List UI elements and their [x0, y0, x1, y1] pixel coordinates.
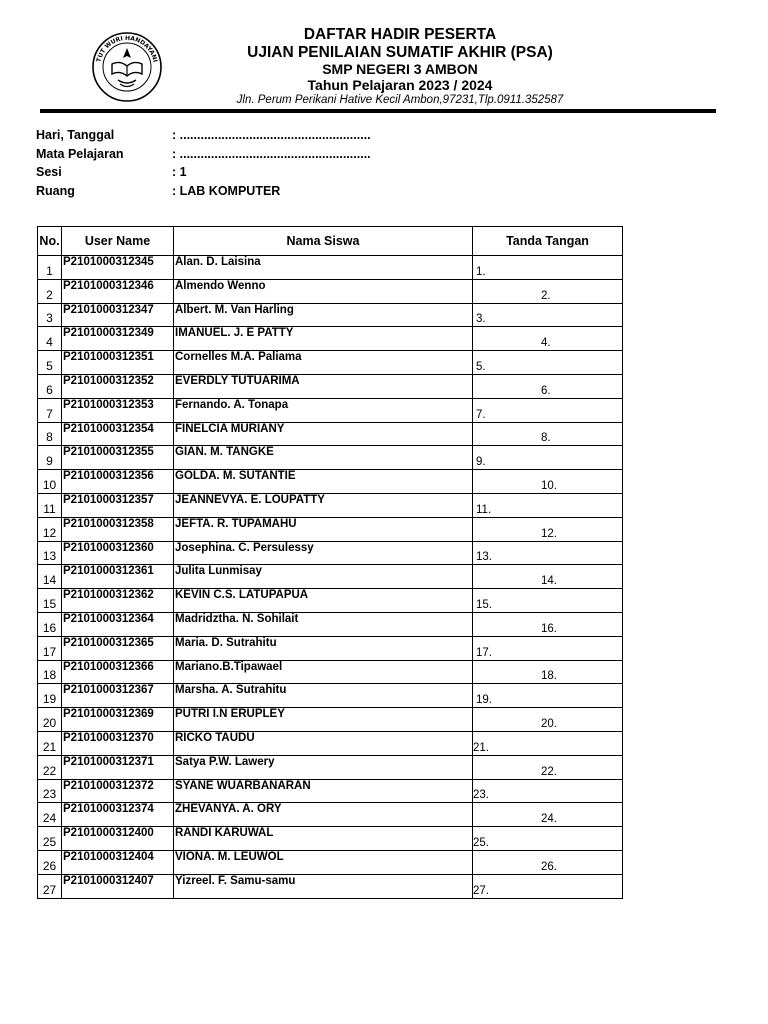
table-row	[38, 660, 623, 684]
info-row-session	[36, 165, 456, 184]
row-signature: 4.	[473, 327, 623, 351]
table-row	[38, 684, 623, 708]
row-username: P2101000312364	[62, 612, 174, 636]
row-number: 11	[38, 493, 62, 517]
row-signature: 22.	[473, 755, 623, 779]
table-row	[38, 303, 623, 327]
row-signature: 18.	[473, 660, 623, 684]
row-number: 19	[38, 684, 62, 708]
row-username: P2101000312356	[62, 470, 174, 494]
table-header-row	[38, 227, 623, 256]
row-signature: 13.	[473, 541, 623, 565]
row-signature: 11.	[473, 493, 623, 517]
row-number: 3	[38, 303, 62, 327]
attendance-table	[37, 226, 623, 899]
row-student-name: Albert. M. Van Harling	[174, 303, 473, 327]
row-student-name: RANDI KARUWAL	[174, 827, 473, 851]
table-row	[38, 279, 623, 303]
row-student-name: Almendo Wenno	[174, 279, 473, 303]
table-row	[38, 517, 623, 541]
table-row	[38, 874, 623, 898]
school-name: SMP NEGERI 3 AMBON	[322, 61, 478, 77]
table-row	[38, 636, 623, 660]
row-student-name: Marsha. A. Sutrahitu	[174, 684, 473, 708]
col-header-student-name: Nama Siswa	[174, 227, 473, 256]
exam-title: UJIAN PENILAIAN SUMATIF AKHIR (PSA)	[247, 44, 553, 61]
school-address: Jln. Perum Perikani Hative Kecil Ambon,97231,Tlp.0911.352587	[236, 94, 564, 106]
row-username: P2101000312353	[62, 398, 174, 422]
row-number: 7	[38, 398, 62, 422]
row-username: P2101000312370	[62, 731, 174, 755]
row-username: P2101000312369	[62, 708, 174, 732]
row-signature: 10.	[473, 470, 623, 494]
row-username: P2101000312346	[62, 279, 174, 303]
row-username: P2101000312357	[62, 493, 174, 517]
row-signature: 9.	[473, 446, 623, 470]
table-row	[38, 708, 623, 732]
row-number: 17	[38, 636, 62, 660]
table-row	[38, 327, 623, 351]
row-username: P2101000312374	[62, 803, 174, 827]
row-student-name: JEANNEVYA. E. LOUPATTY	[174, 493, 473, 517]
row-number: 15	[38, 589, 62, 613]
info-row-date	[36, 128, 456, 147]
row-student-name: Cornelles M.A. Paliama	[174, 351, 473, 375]
row-student-name: GIAN. M. TANGKE	[174, 446, 473, 470]
header-divider	[40, 109, 716, 113]
table-row	[38, 755, 623, 779]
row-username: P2101000312360	[62, 541, 174, 565]
row-student-name: Maria. D. Sutrahitu	[174, 636, 473, 660]
academic-year: Tahun Pelajaran 2023 / 2024	[307, 77, 493, 93]
table-row	[38, 351, 623, 375]
row-number: 4	[38, 327, 62, 351]
row-number: 21	[38, 731, 62, 755]
row-number: 9	[38, 446, 62, 470]
row-username: P2101000312371	[62, 755, 174, 779]
row-signature: 2.	[473, 279, 623, 303]
row-number: 5	[38, 351, 62, 375]
info-value: : LAB KOMPUTER	[172, 183, 281, 198]
row-username: P2101000312372	[62, 779, 174, 803]
row-number: 13	[38, 541, 62, 565]
row-number: 26	[38, 850, 62, 874]
row-student-name: SYANE WUARBANARAN	[174, 779, 473, 803]
row-student-name: Josephina. C. Persulessy	[174, 541, 473, 565]
row-number: 18	[38, 660, 62, 684]
row-signature: 7.	[473, 398, 623, 422]
info-label: Ruang	[36, 183, 75, 198]
row-username: P2101000312347	[62, 303, 174, 327]
row-number: 25	[38, 827, 62, 851]
row-number: 27	[38, 874, 62, 898]
row-student-name: PUTRI I.N ERUPLEY	[174, 708, 473, 732]
row-number: 10	[38, 470, 62, 494]
row-number: 2	[38, 279, 62, 303]
row-student-name: GOLDA. M. SUTANTIE	[174, 470, 473, 494]
table-row	[38, 541, 623, 565]
row-number: 23	[38, 779, 62, 803]
row-number: 20	[38, 708, 62, 732]
tut-wuri-handayani-logo-icon	[90, 30, 164, 104]
row-username: P2101000312367	[62, 684, 174, 708]
info-label: Hari, Tanggal	[36, 128, 115, 142]
row-username: P2101000312362	[62, 589, 174, 613]
row-signature: 20.	[473, 708, 623, 732]
row-number: 16	[38, 612, 62, 636]
row-signature: 14.	[473, 565, 623, 589]
table-row	[38, 446, 623, 470]
table-row	[38, 256, 623, 280]
table-row	[38, 493, 623, 517]
row-number: 12	[38, 517, 62, 541]
row-signature: 24.	[473, 803, 623, 827]
col-header-no: No.	[38, 227, 62, 256]
row-signature: 27.	[473, 874, 623, 898]
row-signature: 25.	[473, 827, 623, 851]
table-row	[38, 398, 623, 422]
row-number: 24	[38, 803, 62, 827]
info-label: Sesi	[36, 165, 62, 179]
row-number: 22	[38, 755, 62, 779]
row-student-name: FINELCIA MURIANY	[174, 422, 473, 446]
row-student-name: Madridztha. N. Sohilait	[174, 612, 473, 636]
row-number: 1	[38, 256, 62, 280]
table-row	[38, 731, 623, 755]
info-row-room	[36, 184, 456, 203]
row-number: 14	[38, 565, 62, 589]
row-signature: 17.	[473, 636, 623, 660]
row-student-name: Fernando. A. Tonapa	[174, 398, 473, 422]
row-student-name: VIONA. M. LEUWOL	[174, 850, 473, 874]
row-student-name: Julita Lunmisay	[174, 565, 473, 589]
row-username: P2101000312354	[62, 422, 174, 446]
row-signature: 3.	[473, 303, 623, 327]
row-signature: 15.	[473, 589, 623, 613]
row-student-name: KEVIN C.S. LATUPAPUA	[174, 589, 473, 613]
row-signature: 23.	[473, 779, 623, 803]
row-username: P2101000312407	[62, 874, 174, 898]
row-signature: 12.	[473, 517, 623, 541]
row-username: P2101000312345	[62, 256, 174, 280]
table-row	[38, 779, 623, 803]
table-row	[38, 827, 623, 851]
info-value: : .......................................................	[172, 128, 371, 142]
row-username: P2101000312352	[62, 374, 174, 398]
table-row	[38, 589, 623, 613]
row-number: 6	[38, 374, 62, 398]
table-row	[38, 470, 623, 494]
row-signature: 26.	[473, 850, 623, 874]
col-header-username: User Name	[62, 227, 174, 256]
table-row	[38, 422, 623, 446]
row-username: P2101000312366	[62, 660, 174, 684]
row-student-name: Alan. D. Laisina	[174, 256, 473, 280]
row-student-name: ZHEVANYA. A. ORY	[174, 803, 473, 827]
row-username: P2101000312361	[62, 565, 174, 589]
header-titles	[170, 26, 630, 107]
row-signature: 21.	[473, 731, 623, 755]
table-row	[38, 850, 623, 874]
table-row	[38, 565, 623, 589]
table-row	[38, 612, 623, 636]
row-student-name: RICKO TAUDU	[174, 731, 473, 755]
document-title: DAFTAR HADIR PESERTA	[303, 26, 497, 43]
row-username: P2101000312404	[62, 850, 174, 874]
info-row-subject	[36, 147, 456, 166]
row-username: P2101000312365	[62, 636, 174, 660]
row-username: P2101000312355	[62, 446, 174, 470]
row-number: 8	[38, 422, 62, 446]
row-signature: 6.	[473, 374, 623, 398]
row-username: P2101000312358	[62, 517, 174, 541]
row-student-name: Mariano.B.Tipawael	[174, 660, 473, 684]
table-row	[38, 374, 623, 398]
row-signature: 19.	[473, 684, 623, 708]
row-signature: 1.	[473, 256, 623, 280]
row-username: P2101000312400	[62, 827, 174, 851]
info-label: Mata Pelajaran	[36, 146, 124, 161]
row-student-name: Yizreel. F. Samu-samu	[174, 874, 473, 898]
info-value: : .......................................................	[172, 146, 371, 161]
row-username: P2101000312349	[62, 327, 174, 351]
row-student-name: IMANUEL. J. E PATTY	[174, 327, 473, 351]
exam-info	[36, 128, 456, 202]
row-student-name: JEFTA. R. TUPAMAHU	[174, 517, 473, 541]
row-signature: 8.	[473, 422, 623, 446]
row-username: P2101000312351	[62, 351, 174, 375]
table-row	[38, 803, 623, 827]
svg-text:TUT WURI HANDAYANI: TUT WURI HANDAYANI	[95, 34, 159, 63]
info-value: : 1	[172, 165, 187, 179]
row-student-name: Satya P.W. Lawery	[174, 755, 473, 779]
row-signature: 5.	[473, 351, 623, 375]
row-signature: 16.	[473, 612, 623, 636]
col-header-signature: Tanda Tangan	[473, 227, 623, 256]
document-header	[0, 22, 768, 112]
row-student-name: EVERDLY TUTUARIMA	[174, 374, 473, 398]
